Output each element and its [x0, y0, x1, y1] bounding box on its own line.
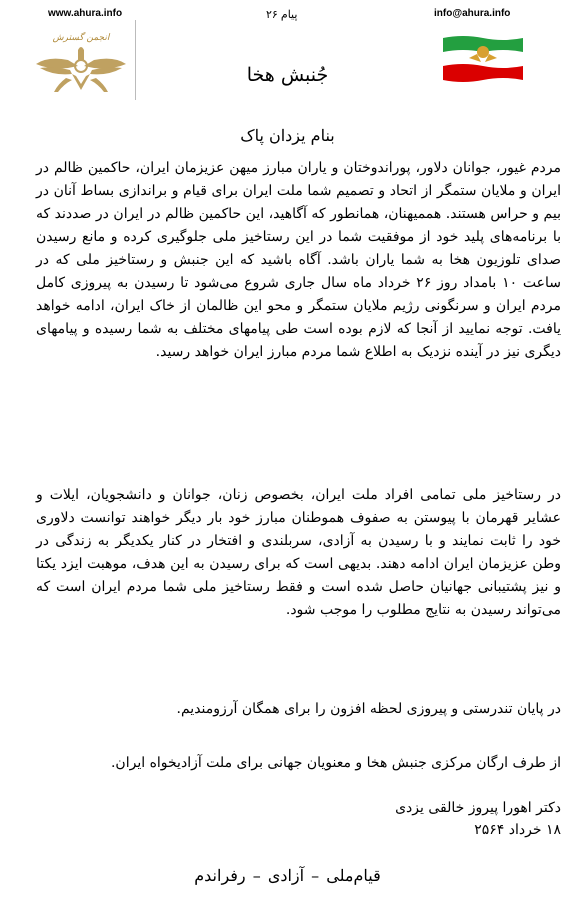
signature-name: دکتر اهورا پیروز خالقی یزدی: [395, 800, 561, 816]
slogan-footer: قیام‌ملی – آزادی – رفراندم: [194, 866, 381, 885]
header-divider: [135, 20, 136, 100]
svg-text:انجمن گسترش: انجمن گسترش: [52, 33, 110, 43]
signature-organization: از طرف ارگان مرکزی جنبش هخا و معنویان جهانی برای ملت آزادیخواه ایران.: [110, 755, 561, 771]
faravahar-logo: [28, 20, 134, 100]
opening-invocation: بنام یزدان پاک: [240, 126, 335, 145]
message-number: پیام ۲۶: [266, 9, 298, 21]
signature-date: ۱۸ خرداد ۲۵۶۴: [474, 822, 561, 838]
body-paragraph-1: مردم غیور، جوانان دلاور، پوراندوختان و یاران مبارز میهن عزیزمان ایران، حاکمین ظالم در ایران و ملایان ستمگر از اتحاد و تصمیم شما ملت ایران برای قیام و براندازی بساط آنان در بیم و حراس هستند. هممیهنان، همانطور که آگاهید، این حاکمین ظالم در ایران در صددند که با برنامه‌های پلید خود از موفقیت شما در این رستاخیز ملی جلوگیری کرده و مانع رسیدن صدای تلوزیون هخا به شما یاران باشد. آگاه باشید که این جنبش و رستاخیز ملی که در ساعت ۱۰ بامداد روز ۲۶ خرداد ماه سال جاری شروع می‌شود تا رسیدن به پیروزی کامل مردم ایران و سرنگونی رژیم ملایان ستمگر و محو این ظالمان از خاک ایران، ادامه خواهد یافت. توجه نمایید از آنجا که لازم بوده است طی پیامهای مختلف به شما رسیده و پیامهای دیگری نیز در آینده نزدیک به اطلاع شما مردم مبارز ایران خواهد رسید.: [36, 160, 561, 360]
body-paragraph-2: در رستاخیز ملی تمامی افراد ملت ایران، بخصوص زنان، جوانان و دانشجویان، ایلات و عشایر قهرمان با پیوستن به صفوف هموطنان مبارز خود بار دیگر خواهند توانست دلاوری خود را ثابت نمایند و با رسیدن به آزادی، سربلندی و افتخار در کنار یکدیگر به زندگی در وطن عزیزمان ایران ادامه دهند. بدیهی است که برای رسیدن به این هدف، موهبت ایزد یکتا و نیز پشتیبانی جهانیان حاصل شده است و فقط رستاخیز ملی شما مردم ایران است که می‌تواند رسیدن به نتایج مطلوب را موجب شود.: [36, 487, 561, 618]
body-paragraph-3: در پایان تندرستی و پیروزی لحظه افزون را برای همگان آرزومندیم.: [176, 701, 561, 717]
site-url[interactable]: www.ahura.info: [48, 8, 123, 19]
page-title: جُنبش هخا: [246, 64, 329, 86]
email-link[interactable]: info@ahura.info: [434, 8, 511, 19]
faravahar-icon: [28, 20, 134, 100]
